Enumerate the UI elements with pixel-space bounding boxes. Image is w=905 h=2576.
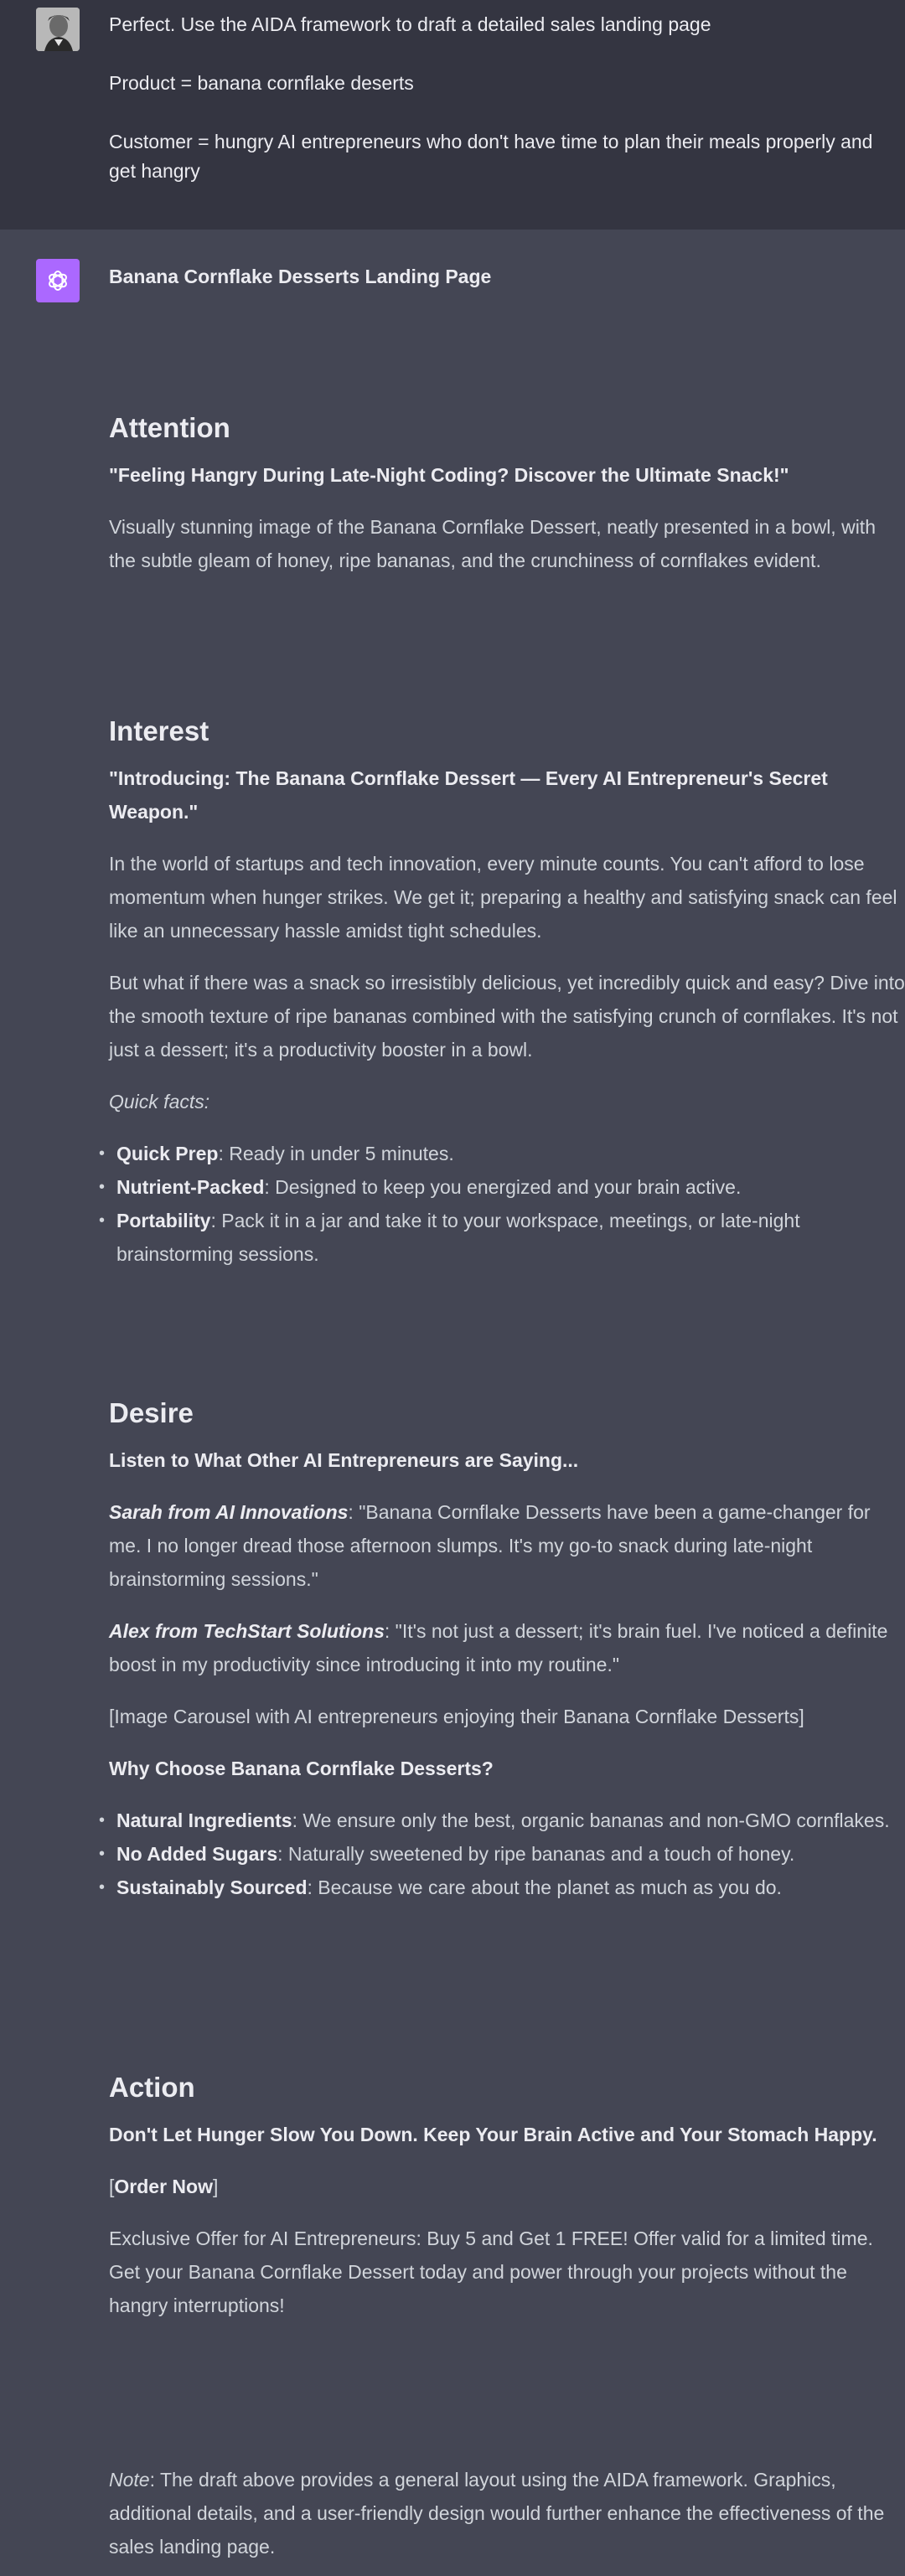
list-item: • Natural Ingredients: We ensure only the best, organic bananas and non-GMO cornflakes. [109, 1804, 905, 1837]
quick-facts-list [109, 1137, 905, 1271]
action-heading: Action [109, 2072, 195, 2103]
desire-heading: Desire [109, 1397, 194, 1428]
user-line: Perfect. Use the AIDA framework to draft a detailed sales landing page [109, 13, 711, 35]
image-carousel-placeholder: [Image Carousel with AI entrepreneurs enjoying their Banana Cornflake Desserts] [109, 1706, 804, 1727]
testimonial-2: Alex from TechStart Solutions: "It's not just a dessert; it's brain fuel. I've noticed a definite boost in my productivity since introducing it into my routine." [109, 1620, 888, 1675]
attention-headline: "Feeling Hangry During Late-Night Coding? Discover the Ultimate Snack!" [109, 464, 789, 486]
list-item: • Sustainably Sourced: Because we care about the planet as much as you do. [109, 1871, 905, 1904]
exclusive-offer: Exclusive Offer for AI Entrepreneurs: Buy 5 and Get 1 FREE! Offer valid for a limited time. Get your Banana Cornflake Dessert today and power through your projects without the hangry interruptions! [109, 2228, 873, 2316]
section-attention [109, 410, 905, 577]
order-now-line: [Order Now] [109, 2176, 219, 2197]
response-title: Banana Cornflake Desserts Landing Page [109, 266, 492, 287]
testimonial-1: Sarah from AI Innovations: "Banana Cornflake Desserts have been a game-changer for me. I no longer dread those afternoon slumps. It's my go-to snack during late-night brainstorming sessions." [109, 1501, 871, 1590]
section-action [109, 2069, 905, 2322]
chatgpt-logo-icon [36, 259, 80, 302]
action-headline: Don't Let Hunger Slow You Down. Keep Your Brain Active and Your Stomach Happy. [109, 2124, 877, 2145]
user-line: Customer = hungry AI entrepreneurs who don't have time to plan their meals properly and get hangry [109, 131, 873, 182]
note-label: Note [109, 2469, 150, 2491]
list-item: • Nutrient-Packed: Designed to keep you energized and your brain active. [109, 1170, 905, 1204]
section-desire [109, 1395, 905, 1904]
attention-body: Visually stunning image of the Banana Cornflake Dessert, neatly presented in a bowl, with the subtle gleam of honey, ripe bananas, and the crunchiness of cornflakes evident. [109, 516, 876, 571]
user-avatar [36, 8, 80, 51]
quick-facts-label: Quick facts: [109, 1091, 210, 1112]
reasons-list [109, 1804, 905, 1904]
closing-note [109, 2463, 905, 2563]
list-item: • No Added Sugars: Naturally sweetened by ripe bananas and a touch of honey. [109, 1837, 905, 1871]
note-text: : The draft above provides a general layout using the AIDA framework. Graphics, additional details, and a user-friendly design would further enhance the effectiveness of the sales landing page. [109, 2469, 885, 2558]
user-prompt [109, 10, 888, 215]
interest-headline: "Introducing: The Banana Cornflake Dessert — Every AI Entrepreneur's Secret Weapon." [109, 767, 828, 823]
section-interest [109, 713, 905, 1271]
interest-heading: Interest [109, 715, 209, 746]
attention-heading: Attention [109, 412, 230, 443]
order-now-link[interactable]: Order Now [114, 2176, 213, 2197]
user-line: Product = banana cornflake deserts [109, 72, 414, 94]
list-item: • Quick Prep: Ready in under 5 minutes. [109, 1137, 905, 1170]
list-item: • Portability: Pack it in a jar and take it to your workspace, meetings, or late-night brainstorming sessions. [109, 1204, 905, 1271]
interest-para-2: But what if there was a snack so irresistibly delicious, yet incredibly quick and easy? Dive into the smooth texture of ripe bananas combined with the satisfying crunch of cornflakes. It's not just a dessert; it's a productivity booster in a bowl. [109, 972, 905, 1061]
interest-para-1: In the world of startups and tech innovation, every minute counts. You can't afford to lose momentum when hunger strikes. We get it; preparing a healthy and satisfying snack can feel like an unnecessary hassle amidst tight schedules. [109, 853, 897, 942]
desire-subhead: Listen to What Other AI Entrepreneurs are Saying... [109, 1449, 579, 1471]
why-choose-heading: Why Choose Banana Cornflake Desserts? [109, 1758, 494, 1779]
